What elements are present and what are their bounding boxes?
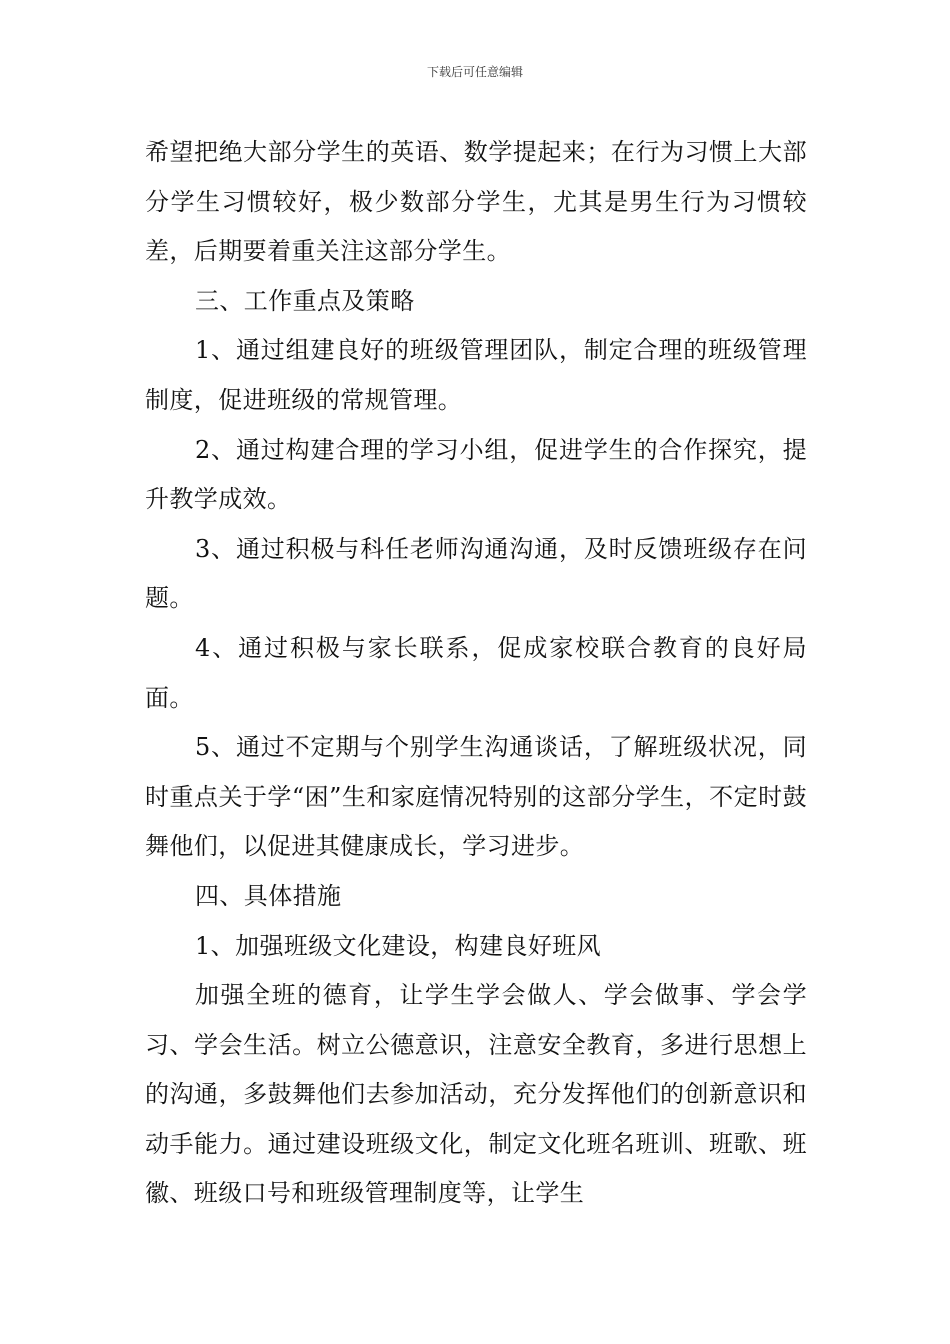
strategy-item-1: 1、通过组建良好的班级管理团队，制定合理的班级管理制度，促进班级的常规管理。 bbox=[145, 336, 807, 414]
paragraph-continuation: 希望把绝大部分学生的英语、数学提起来；在行为习惯上大部分学生习惯较好，极少数部分学生，尤其是男生行为习惯较差，后期要着重关注这部分学生。 bbox=[145, 138, 807, 266]
page-header-note: 下载后可任意编辑 bbox=[426, 65, 523, 79]
strategy-item-4: 4、通过积极与家长联系，促成家校联合教育的良好局面。 bbox=[145, 633, 807, 712]
measure-paragraph: 加强全班的德育，让学生学会做人、学会做事、学会学习、学会生活。树立公德意识，注意安全教育，多进行思想上的沟通，多鼓舞他们去参加活动，充分发挥他们的创新意识和动手能力。通过建设班级文化，制定文化班名班训、班歌、班徽、班级口号和班级管理制度等，让学生 bbox=[145, 981, 807, 1208]
section-heading-work-focus: 三、工作重点及策略 bbox=[195, 286, 415, 315]
measure-item-1: 1、加强班级文化建设，构建良好班风 bbox=[195, 931, 602, 960]
strategy-item-3: 3、通过积极与科任老师沟通沟通，及时反馈班级存在问题。 bbox=[145, 534, 807, 613]
document-body bbox=[145, 128, 807, 1219]
section-heading-measures: 四、具体措施 bbox=[195, 881, 342, 910]
strategy-item-5: 5、通过不定期与个别学生沟通谈话，了解班级状况，同时重点关于学“困”生和家庭情况特别的这部分学生，不定时鼓舞他们，以促进其健康成长，学习进步。 bbox=[145, 733, 807, 861]
strategy-item-2: 2、通过构建合理的学习小组，促进学生的合作探究，提升教学成效。 bbox=[145, 435, 807, 514]
